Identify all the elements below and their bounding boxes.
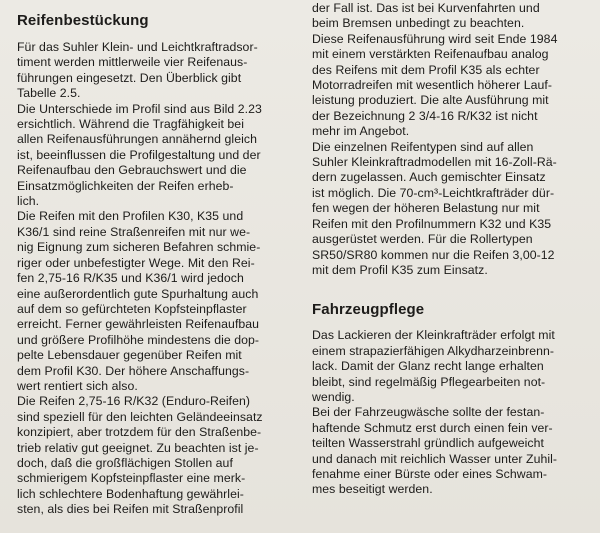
section-title-fahrzeugpflege: Fahrzeugpflege	[312, 301, 425, 319]
right-column	[312, 0, 596, 498]
text-line: Reifen mit den Profilnummern K32 und K35	[312, 216, 552, 231]
text-line: mit einem verstärkten Reifenaufbau analog	[312, 47, 549, 62]
text-line: Tabelle 2.5.	[17, 86, 81, 101]
left-column	[17, 0, 300, 518]
text-line: lich schlechtere Bodenhaftung gewährlei-	[17, 486, 244, 501]
text-line: und größere Profilhöhe mindestens die dop-	[17, 332, 260, 347]
text-line: sten, als dies bei Reifen mit Straßenprofil	[17, 502, 244, 517]
text-line: Bei der Fahrzeugwäsche sollte der festan-	[312, 405, 545, 420]
left-paragraphs	[17, 40, 300, 518]
text-line: dern zugelassen. Auch gemischter Einsatz	[312, 170, 546, 185]
text-line: lack. Damit der Glanz recht lange erhalten	[312, 359, 544, 374]
text-line: und danach mit reichlich Wasser unter Zuhil-	[312, 451, 558, 466]
text-line: der Fall ist. Das ist bei Kurvenfahrten und	[312, 1, 540, 15]
text-line: Die Reifen mit den Profilen K30, K35 und	[17, 209, 244, 224]
text-line: schmierigem Kopfsteinpflaster eine merk-	[17, 471, 246, 486]
text-line: Die Reifen 2,75-16 R/K32 (Enduro-Reifen)	[17, 394, 251, 409]
text-line: konzipiert, aber trotzdem für den Straßenbe-	[17, 425, 262, 440]
text-line: SR50/SR80 kommen nur die Reifen 3,00-12	[312, 247, 555, 262]
text-line: Motorradreifen mit wesentlich höherer Lauf-	[312, 78, 552, 93]
text-line: Die Unterschiede im Profil sind aus Bild 2.23	[17, 101, 262, 116]
section-title-reifenbestueckung: Reifenbestückung	[17, 12, 149, 29]
text-line: trieb relativ gut geeignet. Zu beachten ist je-	[17, 440, 259, 455]
text-line: allen Reifenausführungen annähernd gleich	[17, 132, 257, 147]
text-line: der Bezeichnung 2 3/4-16 R/K32 ist nicht	[312, 108, 538, 123]
text-line: teilten Wasserstrahl gründlich aufgeweicht	[312, 436, 544, 451]
text-line: dem Profil K30. Der höhere Anschaffungs-	[17, 363, 250, 378]
text-line: Reifenaufbau den Gebrauchswert und die	[17, 163, 247, 178]
text-line: pelte Lebensdauer gegenüber Reifen mit	[17, 348, 242, 363]
text-line: leistung produziert. Die alte Ausführung mit	[312, 93, 549, 108]
text-line: ist, beeinflussen die Profilgestaltung und der	[17, 147, 261, 162]
text-line: beim Bremsen unbedingt zu beachten.	[312, 16, 525, 31]
text-line: ersichtlich. Während die Tragfähigkeit bei	[17, 117, 244, 132]
text-line: führungen eingesetzt. Den Überblick gibt	[17, 70, 242, 85]
text-line: auf dem so gefürchteten Kopfsteinpflaster	[17, 301, 247, 316]
text-line: K36/1 sind reine Straßenreifen mit nur we-	[17, 224, 251, 239]
text-line: lich.	[17, 194, 40, 209]
right-paragraphs-bottom	[312, 328, 596, 497]
text-line: fen wegen der höheren Belastung nur mit	[312, 201, 540, 216]
text-line: mes beseitigt werden.	[312, 482, 433, 497]
text-line: nig Eignung zum sicheren Befahren schmie-	[17, 240, 261, 255]
text-line: Die einzelnen Reifentypen sind auf allen	[312, 139, 534, 154]
right-paragraphs-top	[312, 1, 596, 278]
text-line: Das Lackieren der Kleinkrafträder erfolgt mit	[312, 328, 555, 343]
text-line: haftende Schmutz erst durch einen fein ver-	[312, 420, 553, 435]
text-line: eine außerordentlich gute Spurhaltung auch	[17, 286, 259, 301]
text-line: Diese Reifenausführung wird seit Ende 1984	[312, 31, 558, 46]
text-line: doch, daß die großflächigen Stollen auf	[17, 455, 233, 470]
text-line: erreicht. Ferner gewährleisten Reifenaufbau	[17, 317, 260, 332]
text-line: ist möglich. Die 70-cm³-Leichtkrafträder dür-	[312, 185, 555, 200]
text-line: des Reifens mit dem Profil K35 als echter	[312, 62, 540, 77]
text-line: mit dem Profil K35 zum Einsatz.	[312, 262, 488, 277]
text-line: riger oder unbefestigter Wege. Mit den Rei-	[17, 255, 255, 270]
text-line: Für das Suhler Klein- und Leichtkraftradsor-	[17, 40, 258, 54]
text-line: wert rentiert sich also.	[17, 378, 138, 393]
text-line: sind speziell für den leichten Geländeeinsatz	[17, 409, 263, 424]
text-line: wendig.	[312, 389, 355, 404]
text-line: ausgerüstet werden. Für die Rollertypen	[312, 232, 533, 247]
text-line: mehr im Angebot.	[312, 124, 410, 139]
text-line: Einsatzmöglichkeiten der Reifen erheb-	[17, 178, 234, 193]
text-line: fenahme einer Bürste oder eines Schwam-	[312, 466, 548, 481]
text-line: Suhler Kleinkraftradmodellen mit 16-Zoll-Rä-	[312, 155, 557, 170]
text-line: timent werden mittlerweile vier Reifenaus-	[17, 55, 248, 70]
text-line: bleibt, sind regelmäßig Pflegearbeiten not-	[312, 374, 546, 389]
text-line: fen 2,75-16 R/K35 und K36/1 wird jedoch	[17, 271, 244, 286]
text-line: einem strapazierfähigen Alkydharzeinbrenn-	[312, 343, 555, 358]
